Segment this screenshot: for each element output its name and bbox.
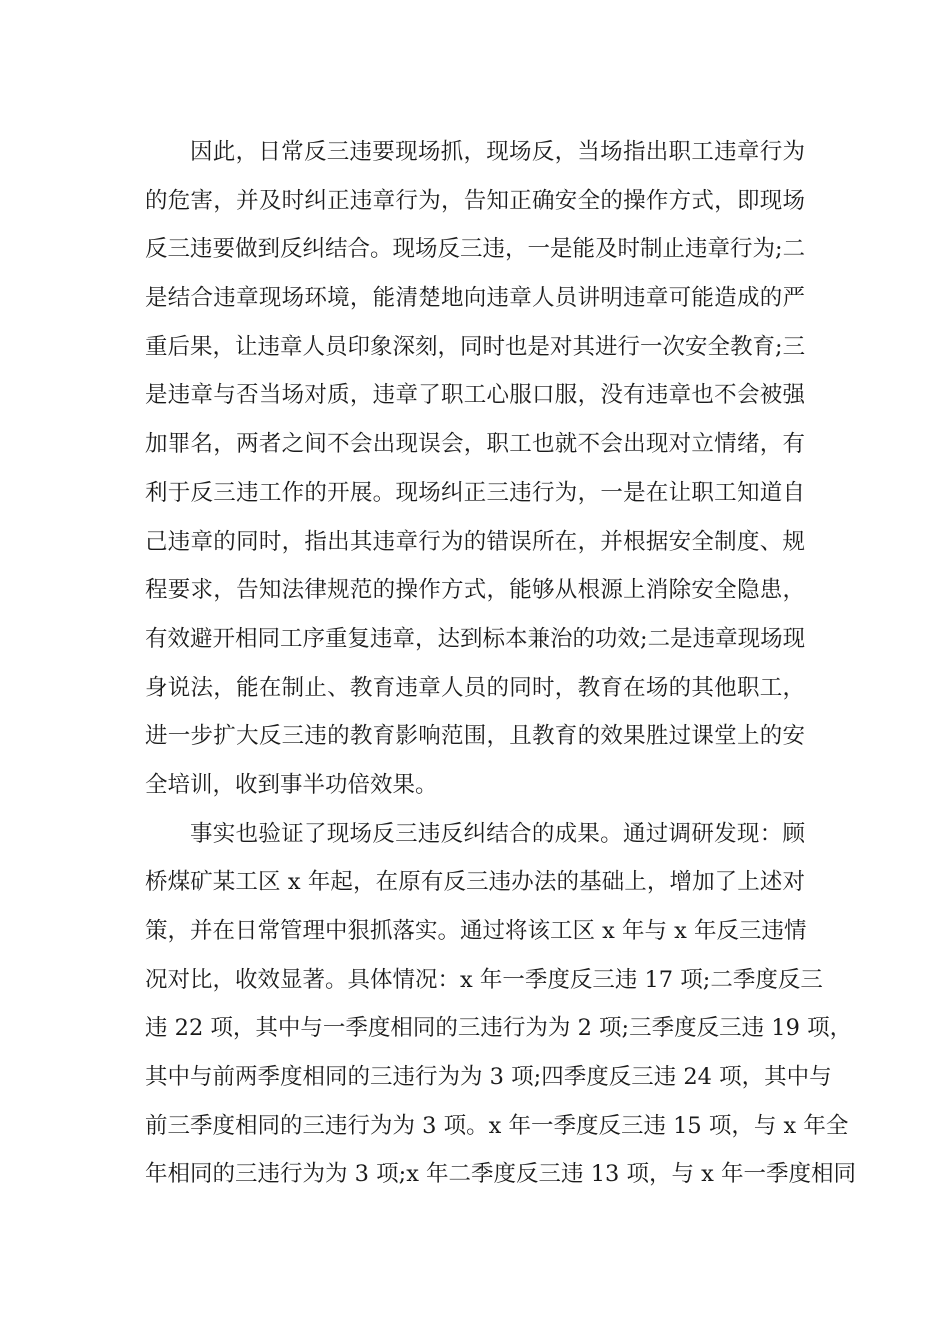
paragraph-2-line-4: 况对比，收效显著。具体情况：x 年一季度反三违 17 项;二季度反三 (145, 966, 823, 993)
paragraph-1-line-9: 己违章的同时，指出其违章行为的错误所在，并根据安全制度、规 (145, 528, 805, 555)
paragraph-2-line-2: 桥煤矿某工区 x 年起，在原有反三违办法的基础上，增加了上述对 (145, 869, 805, 896)
paragraph-1-line-11: 有效避开相同工序重复违章，达到标本兼治的功效;二是违章现场现 (145, 625, 806, 652)
paragraph-1-line-10: 程要求，告知法律规范的操作方式，能够从根源上消除安全隐患， (145, 577, 805, 604)
paragraph-1-line-12: 身说法，能在制止、教育违章人员的同时，教育在场的其他职工， (145, 674, 805, 701)
paragraph-1-line-6: 是违章与否当场对质，违章了职工心服口服，没有违章也不会被强 (145, 382, 805, 409)
paragraph-2-line-7: 前三季度相同的三违行为为 3 项。x 年一季度反三违 15 项，与 x 年全 (145, 1112, 849, 1139)
paragraph-2-line-1: 事实也验证了现场反三违反纠结合的成果。通过调研发现：顾 (190, 820, 805, 847)
paragraph-2-line-5: 违 22 项，其中与一季度相同的三违行为为 2 项;三季度反三违 19 项， (145, 1015, 853, 1042)
paragraph-2-line-8: 年相同的三违行为为 3 项;x 年二季度反三违 13 项，与 x 年一季度相同 (145, 1161, 856, 1188)
paragraph-2-line-6: 其中与前两季度相同的三违行为为 3 项;四季度反三违 24 项，其中与 (145, 1064, 832, 1091)
paragraph-1-line-13: 进一步扩大反三违的教育影响范围，且教育的效果胜过课堂上的安 (145, 723, 805, 750)
paragraph-1-line-5: 重后果，让违章人员印象深刻，同时也是对其进行一次安全教育;三 (145, 333, 806, 360)
paragraph-2-line-3: 策，并在日常管理中狠抓落实。通过将该工区 x 年与 x 年反三违情 (145, 918, 807, 944)
paragraph-1-line-14: 全培训，收到事半功倍效果。 (145, 771, 438, 798)
paragraph-1-line-1: 因此，日常反三违要现场抓，现场反，当场指出职工违章行为 (190, 139, 805, 165)
paragraph-1-line-3: 反三违要做到反纠结合。现场反三违，一是能及时制止违章行为;二 (145, 236, 806, 263)
paragraph-1-line-8: 利于反三违工作的开展。现场纠正三违行为，一是在让职工知道自 (145, 479, 805, 506)
paragraph-1-line-2: 的危害，并及时纠正违章行为，告知正确安全的操作方式，即现场 (145, 187, 805, 214)
paragraph-1-line-4: 是结合违章现场环境，能清楚地向违章人员讲明违章可能造成的严 (145, 285, 805, 312)
body-text (145, 128, 856, 1199)
paragraph-1-line-7: 加罪名，两者之间不会出现误会，职工也就不会出现对立情绪，有 (145, 431, 805, 458)
